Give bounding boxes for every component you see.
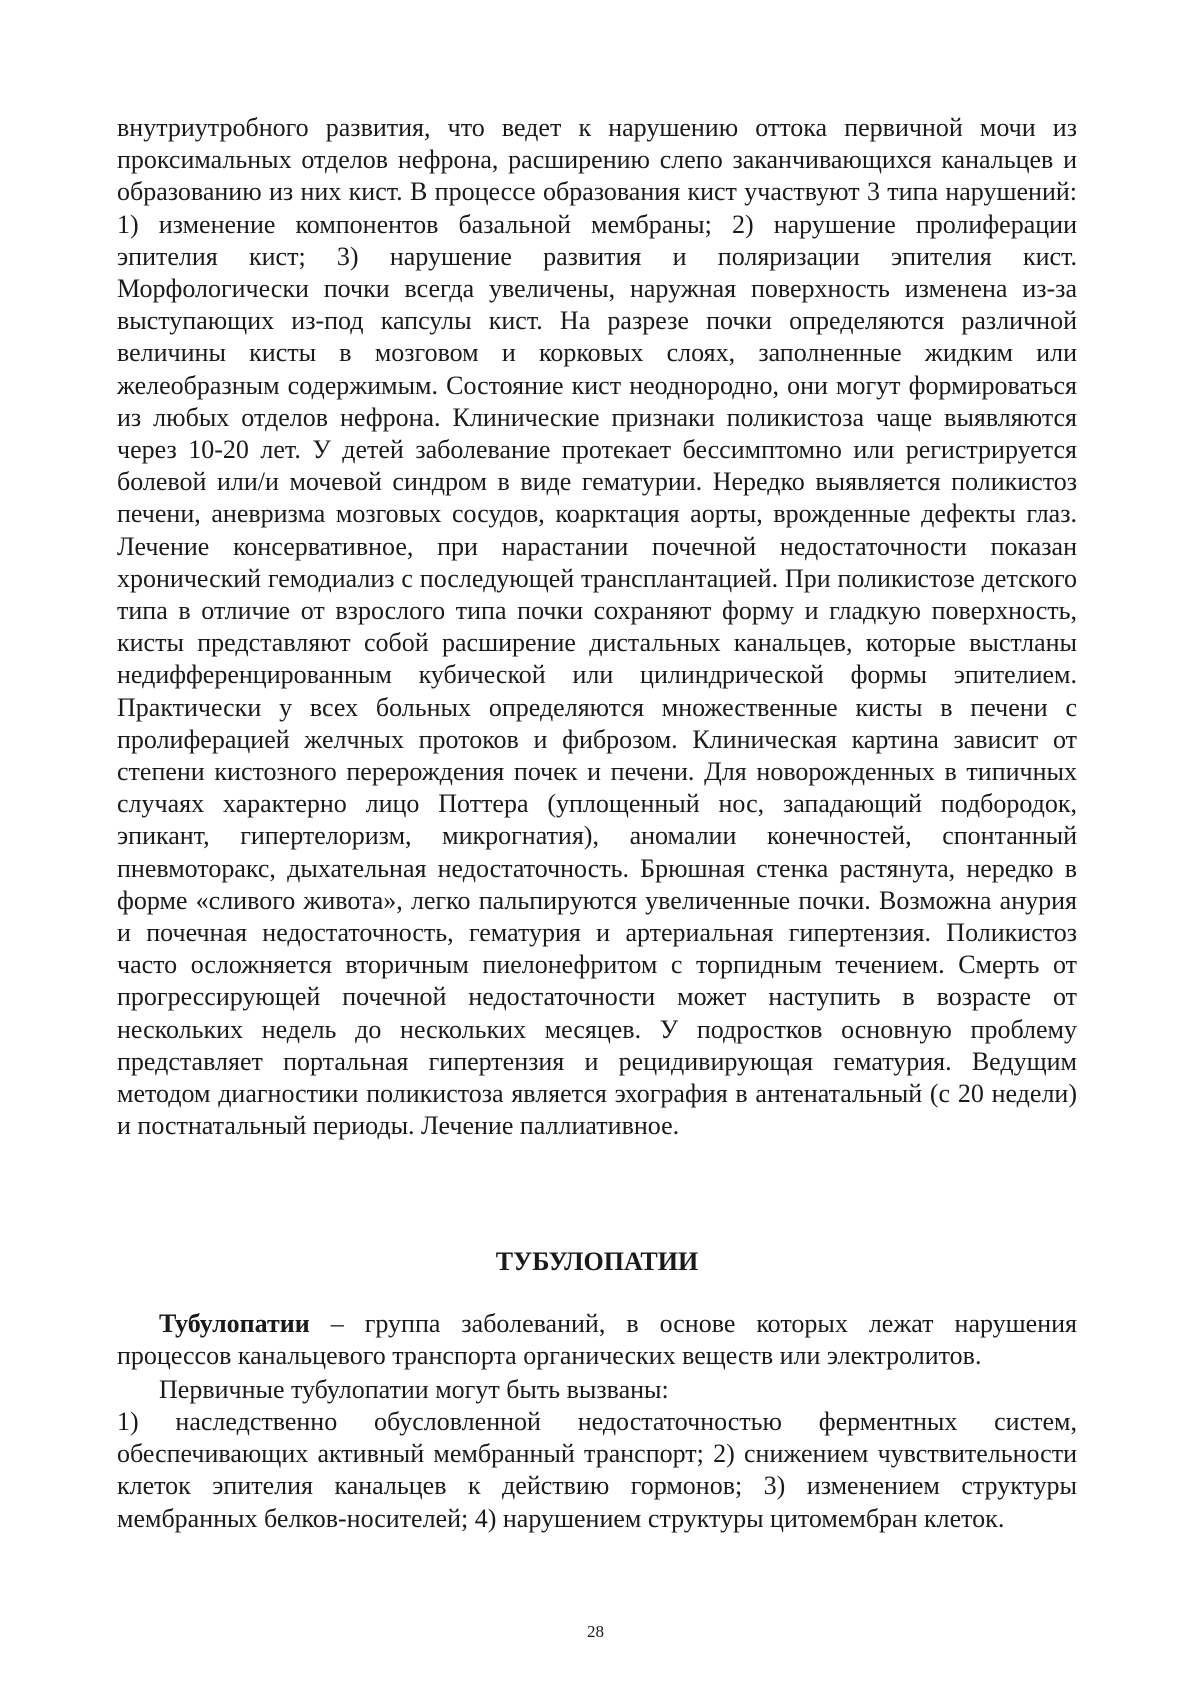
- definition-term: Тубулопатии: [159, 1309, 310, 1338]
- section-heading: ТУБУЛОПАТИИ: [495, 1247, 699, 1276]
- causes-intro: Первичные тубулопатии могут быть вызваны:: [159, 1375, 669, 1404]
- body-paragraph-polycystosis: внутриутробного развития, что ведет к нарушению оттока первичной мочи из проксимальных отделов нефрона, расширению слепо заканчивающихся канальцев и образованию из них кист. В процессе образования кист участвуют 3 типа нарушений: 1) изменение компонентов базальной мембраны; 2) нарушение пролиферации эпителия кист; 3) нарушение развития и поляризации эпителия кист. Морфологически почки всегда увеличены, наружная поверхность изменена из-за выступающих из-под капсулы кист. На разрезе почки определяются различной величины кисты в мозговом и корковых слоях, заполненные жидким или желеобразным содержимым. Состояние кист неоднородно, они могут формироваться из любых отделов нефрона. Клинические признаки поликистоза чаще выявляются через 10-20 лет. У детей заболевание протекает бессимптомно или регистрируется болевой или/и мочевой синдром в виде гематурии. Нередко выявляется поликистоз печени, аневризма мозговых сосудов, коарктация аорты, врожденные дефекты глаз. Лечение консервативное, при нарастании почечной недостаточности показан хронический гемодиализ с последующей трансплантацией. При поликистозе детского типа в отличие от взрослого типа почки сохраняют форму и гладкую поверхность, кисты представляют собой расширение дистальных канальцев, которые выстланы недифференцированным кубической или цилиндрической формы эпителием. Практически у всех больных определяются множественные кисты в печени с пролиферацией желчных протоков и фиброзом. Клиническая картина зависит от степени кистозного перерождения почек и печени. Для новорожденных в типичных случаях характерно лицо Поттера (уплощенный нос, западающий подбородок, эпикант, гипертелоризм, микрогнатия), аномалии конечностей, спонтанный пневмоторакс, дыхательная недостаточность. Брюшная стенка растянута, нередко в форме «сливого живота», легко пальпируются увеличенные почки. Возможна анурия и почечная недостаточность, гематурия и артериальная гипертензия. Поликистоз часто осложняется вторичным пиелонефритом с торпидным течением. Смерть от прогрессирующей почечной недостаточности может наступить в возрасте от нескольких недель до нескольких месяцев. У подростков основную проблему представляет портальная гипертензия и рецидивирующая гематурия. Ведущим методом диагностики поликистоза является эхография в антенатальный (с 20 недели) и постнатальный периоды. Лечение паллиативное.: [117, 113, 1077, 1141]
- causes-list: 1) наследственно обусловленной недостаточностью ферментных систем, обеспечивающих активный мембранный транспорт; 2) снижением чувствительности клеток эпителия канальцев к действию гормонов; 3) изменением структуры мембранных белков-носителей; 4) нарушением структуры цитомембран клеток.: [117, 1407, 1077, 1533]
- page-number: 28: [587, 1622, 604, 1641]
- definition-paragraph: [117, 1308, 1077, 1372]
- definition-text: – группа заболеваний, в основе которых лежат нарушения процессов канальцевого транспорта органических веществ или электролитов.: [117, 1309, 1077, 1371]
